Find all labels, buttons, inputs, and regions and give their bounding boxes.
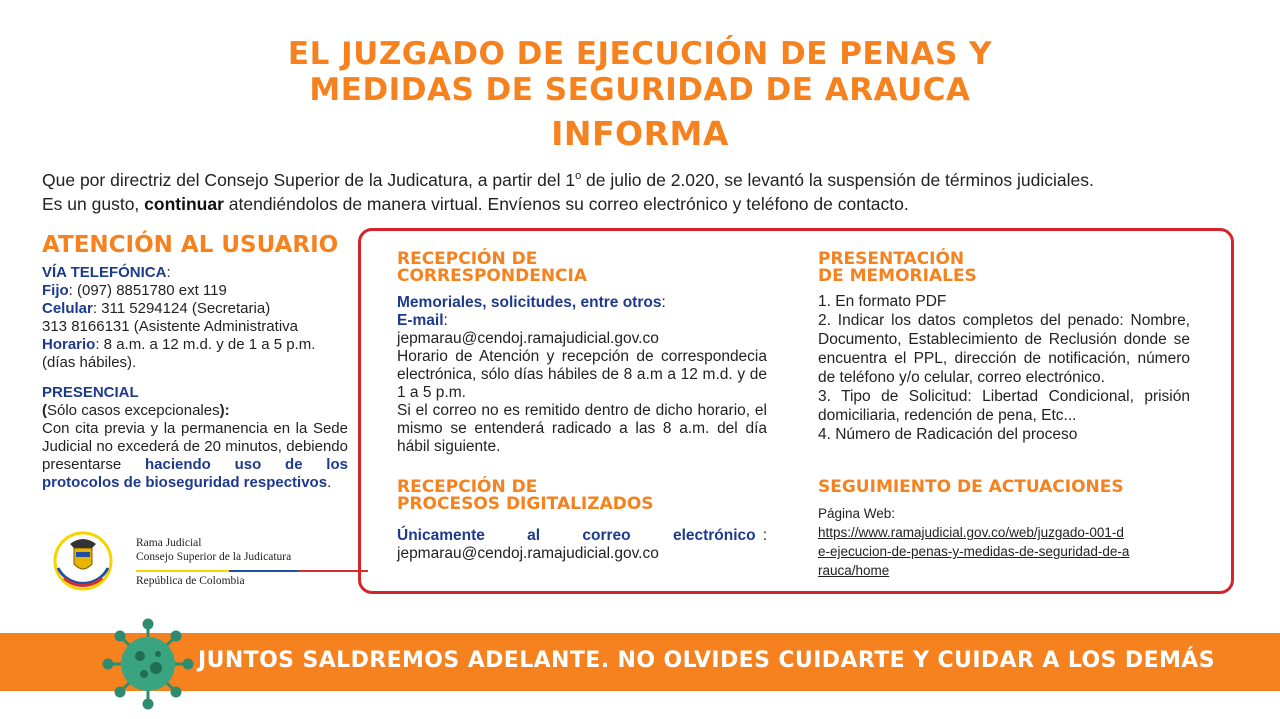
presencial-note: Sólo casos excepcionales [47, 402, 220, 419]
presencial-bold: haciendo uso de los protocolos de bioseguridad respectivos [42, 456, 348, 491]
correspondencia-text-2: Si el correo no es remitido dentro de dicho horario, el mismo se entenderá radicado a las 8 a.m. del día hábil siguiente. [397, 402, 767, 455]
attention-title: ATENCIÓN AL USUARIO [42, 232, 339, 258]
memoriales-item-2: 2. Indicar los datos completos del penado: Nombre, Documento, Establecimiento de Reclusión donde se encuentra el PPL, dirección de notificación, número de teléfono y/o celular, correo electrónico. [818, 312, 1190, 386]
seguimiento-url-2[interactable]: e-ejecucion-de-penas-y-medidas-de-seguridad-de-a [818, 544, 1130, 559]
fijo-value: : (097) 8851780 ext 119 [68, 282, 227, 299]
title-line-1: EL JUZGADO DE EJECUCIÓN DE PENAS Y [287, 36, 993, 72]
digitalizados-title-2: PROCESOS DIGITALIZADOS [397, 494, 654, 514]
digitalizados-body: Únicamente al correo electrónico : jepmarau@cendoj.ramajudicial.gov.co [397, 527, 767, 562]
intro-bold: continuar [144, 193, 224, 214]
seguimiento-title: SEGUIMIENTO DE ACTUACIONES [818, 477, 1124, 497]
intro-text-1a: Que por directriz del Consejo Superior de la Judicatura, a partir del 1 [42, 169, 576, 190]
correspondencia-text-1: Horario de Atención y recepción de correspondecia electrónica, sólo días hábiles de 8 a.m a 12 m.d. y de 1 a 5 p.m. [397, 348, 767, 401]
title-informa: INFORMA [551, 114, 729, 153]
phone-label: VÍA TELEFÓNICA [42, 264, 167, 281]
correspondencia-title-1: RECEPCIÓN DE [397, 249, 538, 269]
logo-line-1: Rama Judicial [136, 537, 202, 549]
celular-label: Celular [42, 300, 93, 317]
attention-column: VÍA TELEFÓNICA: Fijo: (097) 8851780 ext 119 Celular: 311 5294124 (Secretaria) 313 8166131 (Asistente Administrativa Horario: 8 a.m. a 12 m.d. y de 1 a 5 p.m. (días hábiles). PRESENCIAL (Sólo casos excepcionales): Con cita previa y la permanencia en la Sede Judicial no excederá de 20 minutos, debiendo presentarse haciendo uso de los protocolos de bioseguridad respectivos. [42, 264, 348, 491]
digitalizados-sub: Únicamente al correo electrónico [397, 527, 756, 544]
coat-of-arms-icon [48, 528, 118, 594]
intro-text-2a: Es un gusto, [42, 193, 145, 214]
intro-paragraph [42, 164, 1252, 216]
celular-2: 313 8166131 (Asistente Administrativa [42, 318, 298, 335]
horario-label: Horario [42, 336, 96, 353]
memoriales-title-1: PRESENTACIÓN [818, 249, 965, 269]
correspondencia-sub: Memoriales, solicitudes, entre otros [397, 294, 662, 311]
horario-value: : 8 a.m. a 12 m.d. y de 1 a 5 p.m. (días hábiles). [42, 336, 316, 371]
memoriales-item-1: 1. En formato PDF [818, 293, 947, 310]
seguimiento-body [818, 504, 1190, 580]
logo-line-3: República de Colombia [136, 575, 245, 587]
flag-divider [136, 570, 368, 572]
correspondencia-title [397, 251, 587, 285]
virus-icon [100, 616, 196, 712]
intro-text-2b: atendiéndolos de manera virtual. Envíenos su correo electrónico y teléfono de contacto. [223, 193, 909, 214]
correspondencia-title-2: CORRESPONDENCIA [397, 266, 588, 286]
presencial-label: PRESENCIAL [42, 384, 139, 401]
footer-banner-text: JUNTOS SALDREMOS ADELANTE. NO OLVIDES CUIDARTE Y CUIDAR A LOS DEMÁS [198, 648, 1215, 673]
correspondencia-body: Memoriales, solicitudes, entre otros: E-mail: jepmarau@cendoj.ramajudicial.gov.co Horario de Atención y recepción de correspondecia electrónica, sólo días hábiles de 8 a.m a 12 m.d. y de 1 a 5 p.m. Si el correo no es remitido dentro de dicho horario, el mismo se entenderá radicado a las 8 a.m. del día hábil siguiente. [397, 294, 767, 455]
memoriales-item-4: 4. Número de Radicación del proceso [818, 426, 1078, 443]
seguimiento-url-3[interactable]: rauca/home [818, 563, 890, 578]
digitalizados-title-1: RECEPCIÓN DE [397, 477, 538, 497]
correspondencia-email[interactable]: jepmarau@cendoj.ramajudicial.gov.co [397, 330, 659, 347]
presencial-end: . [327, 474, 332, 491]
logo-line-2: Consejo Superior de la Judicatura [136, 551, 292, 563]
title-line-2: MEDIDAS DE SEGURIDAD DE ARAUCA [309, 72, 971, 108]
memoriales-title-2: DE MEMORIALES [818, 266, 977, 286]
rama-judicial-logo [48, 528, 328, 594]
email-label: E-mail [397, 312, 444, 329]
memoriales-body [818, 292, 1190, 444]
digitalizados-email[interactable]: jepmarau@cendoj.ramajudicial.gov.co [397, 545, 659, 562]
digitalizados-title [397, 479, 654, 513]
seguimiento-url-1[interactable]: https://www.ramajudicial.gov.co/web/juzgado-001-d [818, 525, 1124, 540]
presencial-text: Con cita previa y la permanencia en la Sede Judicial no excederá de 20 minutos, debiendo presentarse [42, 420, 348, 473]
phone-colon: : [166, 264, 171, 281]
intro-sup: o [575, 170, 582, 182]
fijo-label: Fijo [42, 282, 69, 299]
memoriales-title [818, 251, 977, 285]
celular-value: : 311 5294124 (Secretaria) [92, 300, 271, 317]
intro-text-1b: de julio de 2.020, se levantó la suspensión de términos judiciales. [581, 169, 1094, 190]
memoriales-item-3: 3. Tipo de Solicitud: Libertad Condicional, prisión domiciliaria, redención de pena, Etc... [818, 388, 1190, 424]
seguimiento-label: Página Web: [818, 506, 896, 521]
